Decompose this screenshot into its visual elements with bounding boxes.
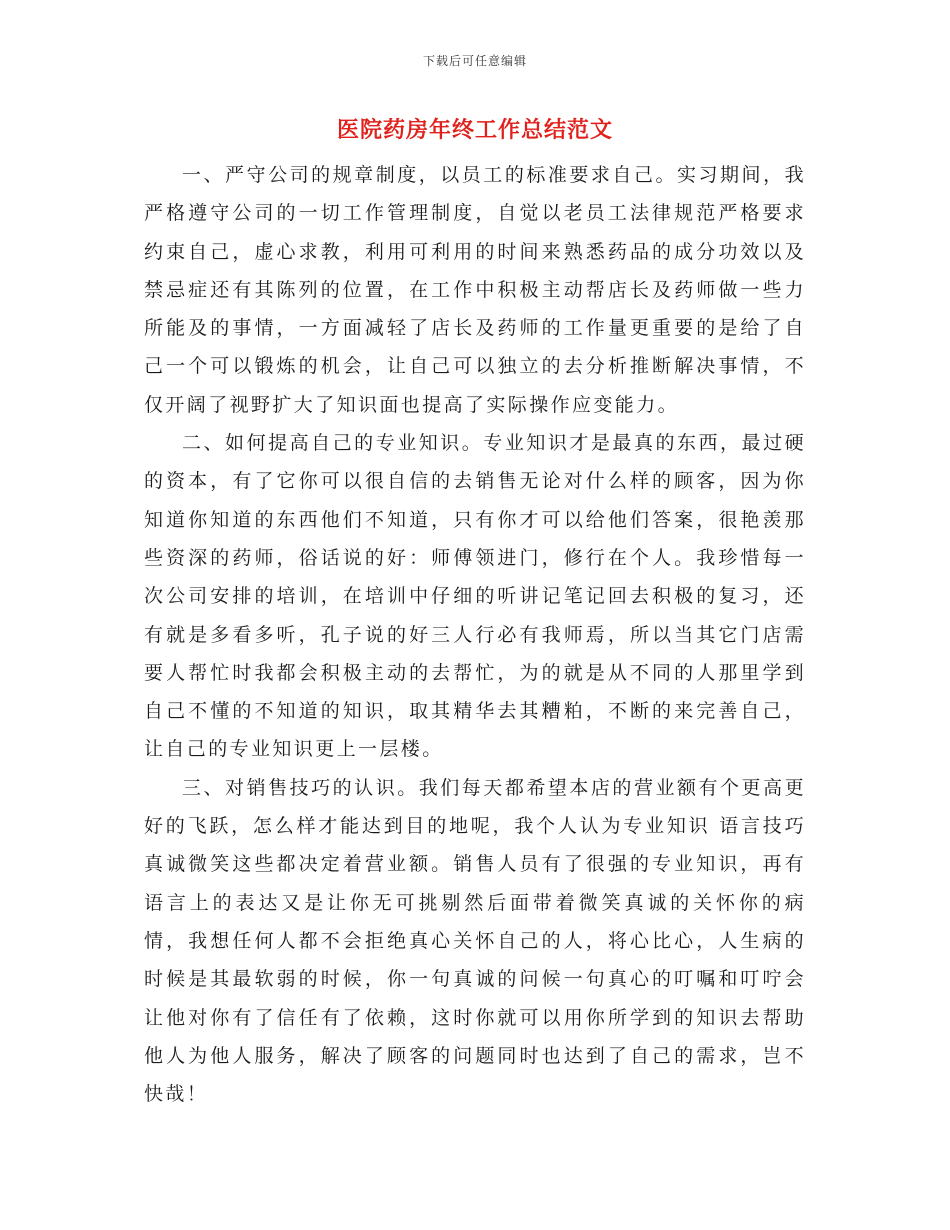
paragraph-2: 二、如何提高自己的专业知识。专业知识才是最真的东西，最过硬的资本，有了它你可以很自信的去销售无论对什么样的顾客，因为你知道你知道的东西他们不知道，只有你才可以给他们答案，很艳羡那些资深的药师，俗话说的好：师傅领进门，修行在个人。我珍惜每一次公司安排的培训，在培训中仔细的听讲记笔记回去积极的复习，还有就是多看多听，孔子说的好三人行必有我师焉，所以当其它门店需要人帮忙时我都会积极主动的去帮忙，为的就是从不同的人那里学到自己不懂的不知道的知识，取其精华去其糟粕，不断的来完善自己，让自己的专业知识更上一层楼。 (144, 432, 806, 761)
paragraph-3: 三、对销售技巧的认识。我们每天都希望本店的营业额有个更高更好的飞跃，怎么样才能达到目的地呢，我个人认为专业知识 语言技巧 真诚微笑这些都决定着营业额。销售人员有了很强的专业知识，再有语言上的表达又是让你无可挑剔然后面带着微笑真诚的关怀你的病情，我想任何人都不会拒绝真心关怀自己的人，将心比心，人生病的时候是其最软弱的时候，你一句真诚的问候一句真心的叮嘱和叮咛会让他对你有了信任有了依赖，这时你就可以用你所学到的知识去帮助他人为他人服务，解决了顾客的问题同时也达到了自己的需求，岂不快哉！ (144, 776, 806, 1106)
document-title: 医院药房年终工作总结范文 (336, 117, 613, 143)
document-body (144, 156, 806, 1113)
header-note: 下载后可任意编辑 (422, 54, 527, 68)
paragraph-1: 一、严守公司的规章制度，以员工的标准要求自己。实习期间，我严格遵守公司的一切工作管理制度，自觉以老员工法律规范严格要求约束自己，虚心求教，利用可利用的时间来熟悉药品的成分功效以及禁忌症还有其陈列的位置，在工作中积极主动帮店长及药师做一些力所能及的事情，一方面减轻了店长及药师的工作量更重要的是给了自己一个可以锻炼的机会，让自己可以独立的去分析推断解决事情，不仅开阔了视野扩大了知识面也提高了实际操作应变能力。 (144, 164, 806, 416)
